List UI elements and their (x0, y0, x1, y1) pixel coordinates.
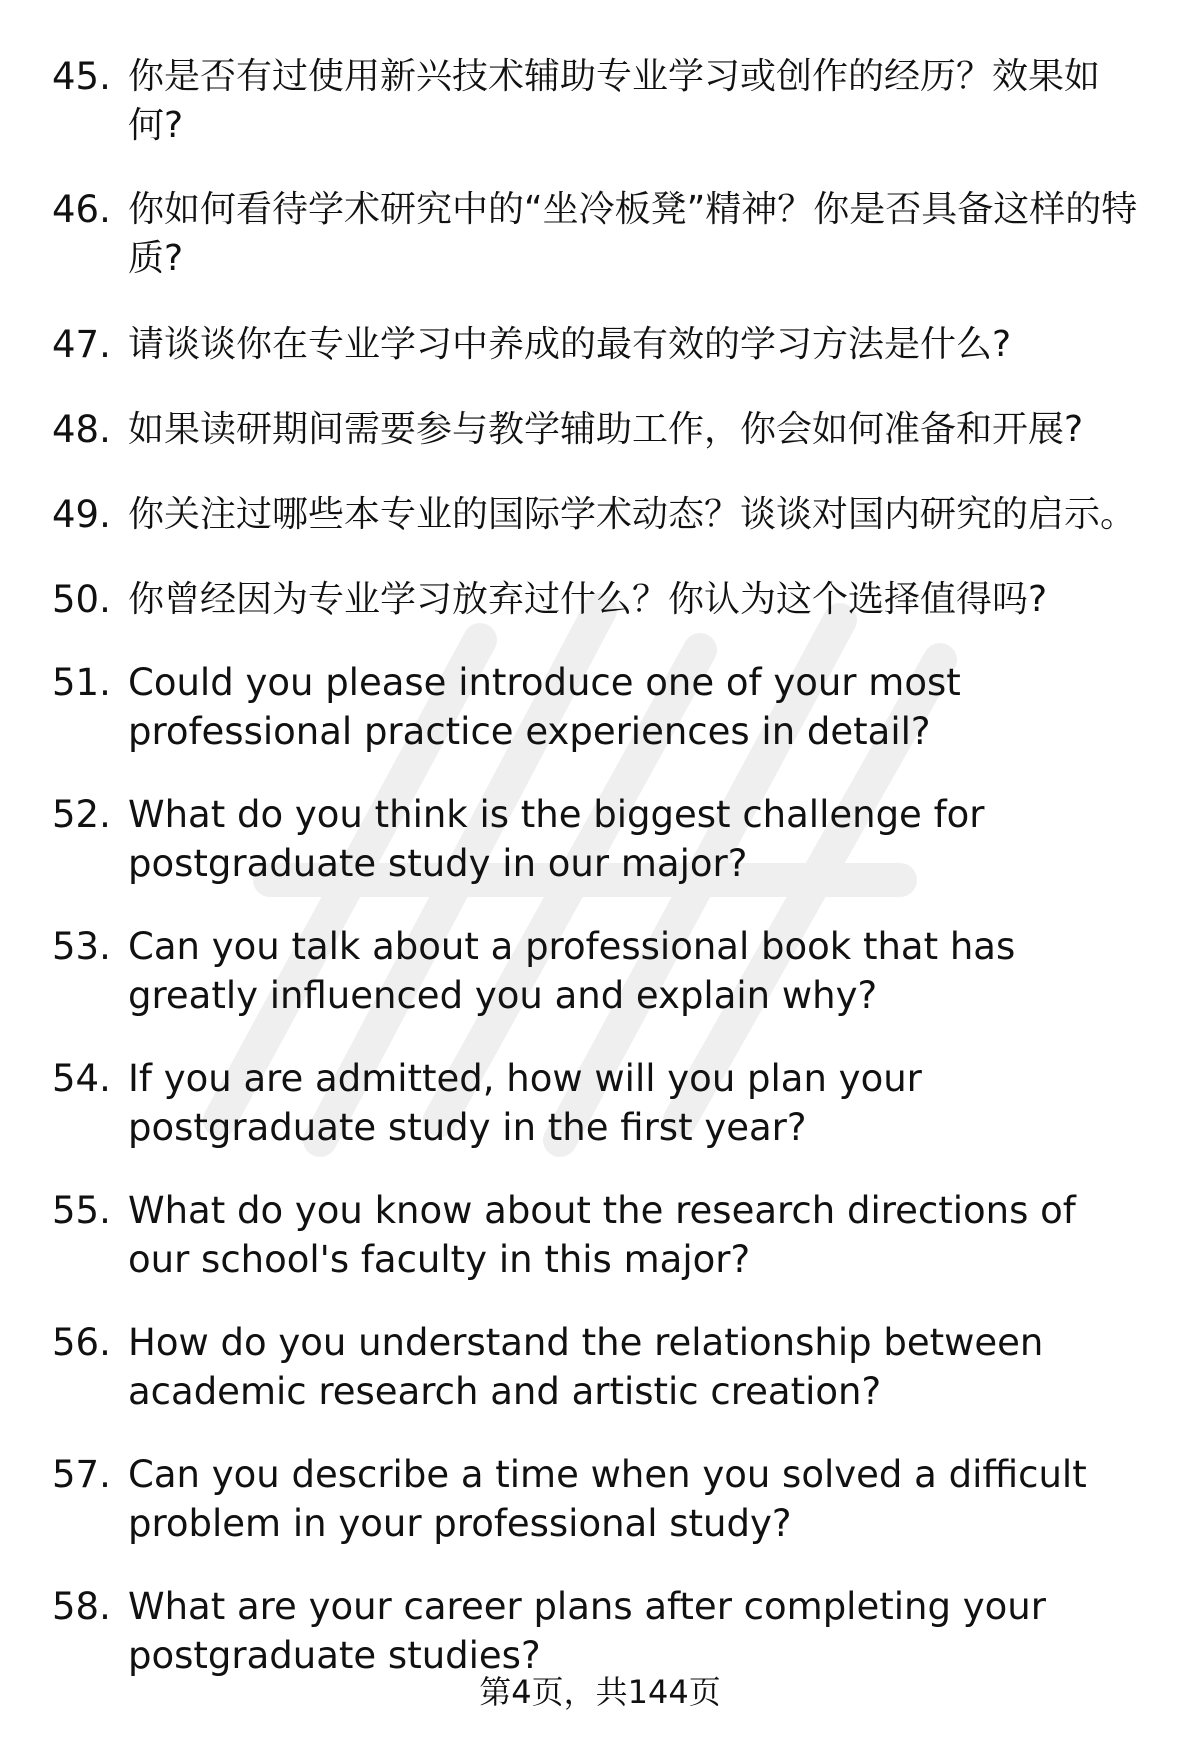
question-text: What are your career plans after completing your postgraduate studies? (128, 1585, 1046, 1677)
question-text: Could you please introduce one of your most professional practice experiences in detail? (128, 661, 961, 753)
question-number: 45. (52, 55, 111, 98)
question-number: 52. (52, 793, 111, 836)
question-number: 51. (52, 661, 111, 704)
question-number: 49. (52, 493, 111, 536)
question-number: 47. (52, 323, 111, 366)
question-text: Can you describe a time when you solved a difficult problem in your professional study? (128, 1453, 1087, 1545)
question-number: 53. (52, 925, 111, 968)
question-number: 50. (52, 578, 111, 621)
question-text: 如果读研期间需要参与教学辅助工作，你会如何准备和开展? (128, 409, 1084, 450)
question-text: 你如何看待学术研究中的“坐冷板凳”精神？你是否具备这样的特质? (128, 189, 1138, 279)
question-text: If you are admitted, how will you plan your postgraduate study in the first year? (128, 1057, 922, 1149)
question-number: 55. (52, 1189, 111, 1232)
question-text: 你是否有过使用新兴技术辅助专业学习或创作的经历？效果如何? (128, 56, 1101, 146)
question-text: What do you know about the research directions of our school's faculty in this major? (128, 1189, 1076, 1281)
question-number: 56. (52, 1321, 111, 1364)
question-number: 54. (52, 1057, 111, 1100)
question-number: 48. (52, 408, 111, 451)
page-footer: 第4页，共144页 (479, 1673, 721, 1711)
question-number: 46. (52, 188, 111, 231)
question-text: What do you think is the biggest challenge for postgraduate study in our major? (128, 793, 985, 885)
question-text: 你曾经因为专业学习放弃过什么？你认为这个选择值得吗? (128, 579, 1048, 620)
question-number: 57. (52, 1453, 111, 1496)
question-text: How do you understand the relationship between academic research and artistic creation? (128, 1321, 1044, 1413)
question-number: 58. (52, 1585, 111, 1628)
question-text: 请谈谈你在专业学习中养成的最有效的学习方法是什么? (128, 324, 1012, 365)
question-text: 你关注过哪些本专业的国际学术动态？谈谈对国内研究的启示。 (128, 494, 1137, 535)
question-text: Can you talk about a professional book that has greatly influenced you and explain why? (128, 925, 1016, 1017)
